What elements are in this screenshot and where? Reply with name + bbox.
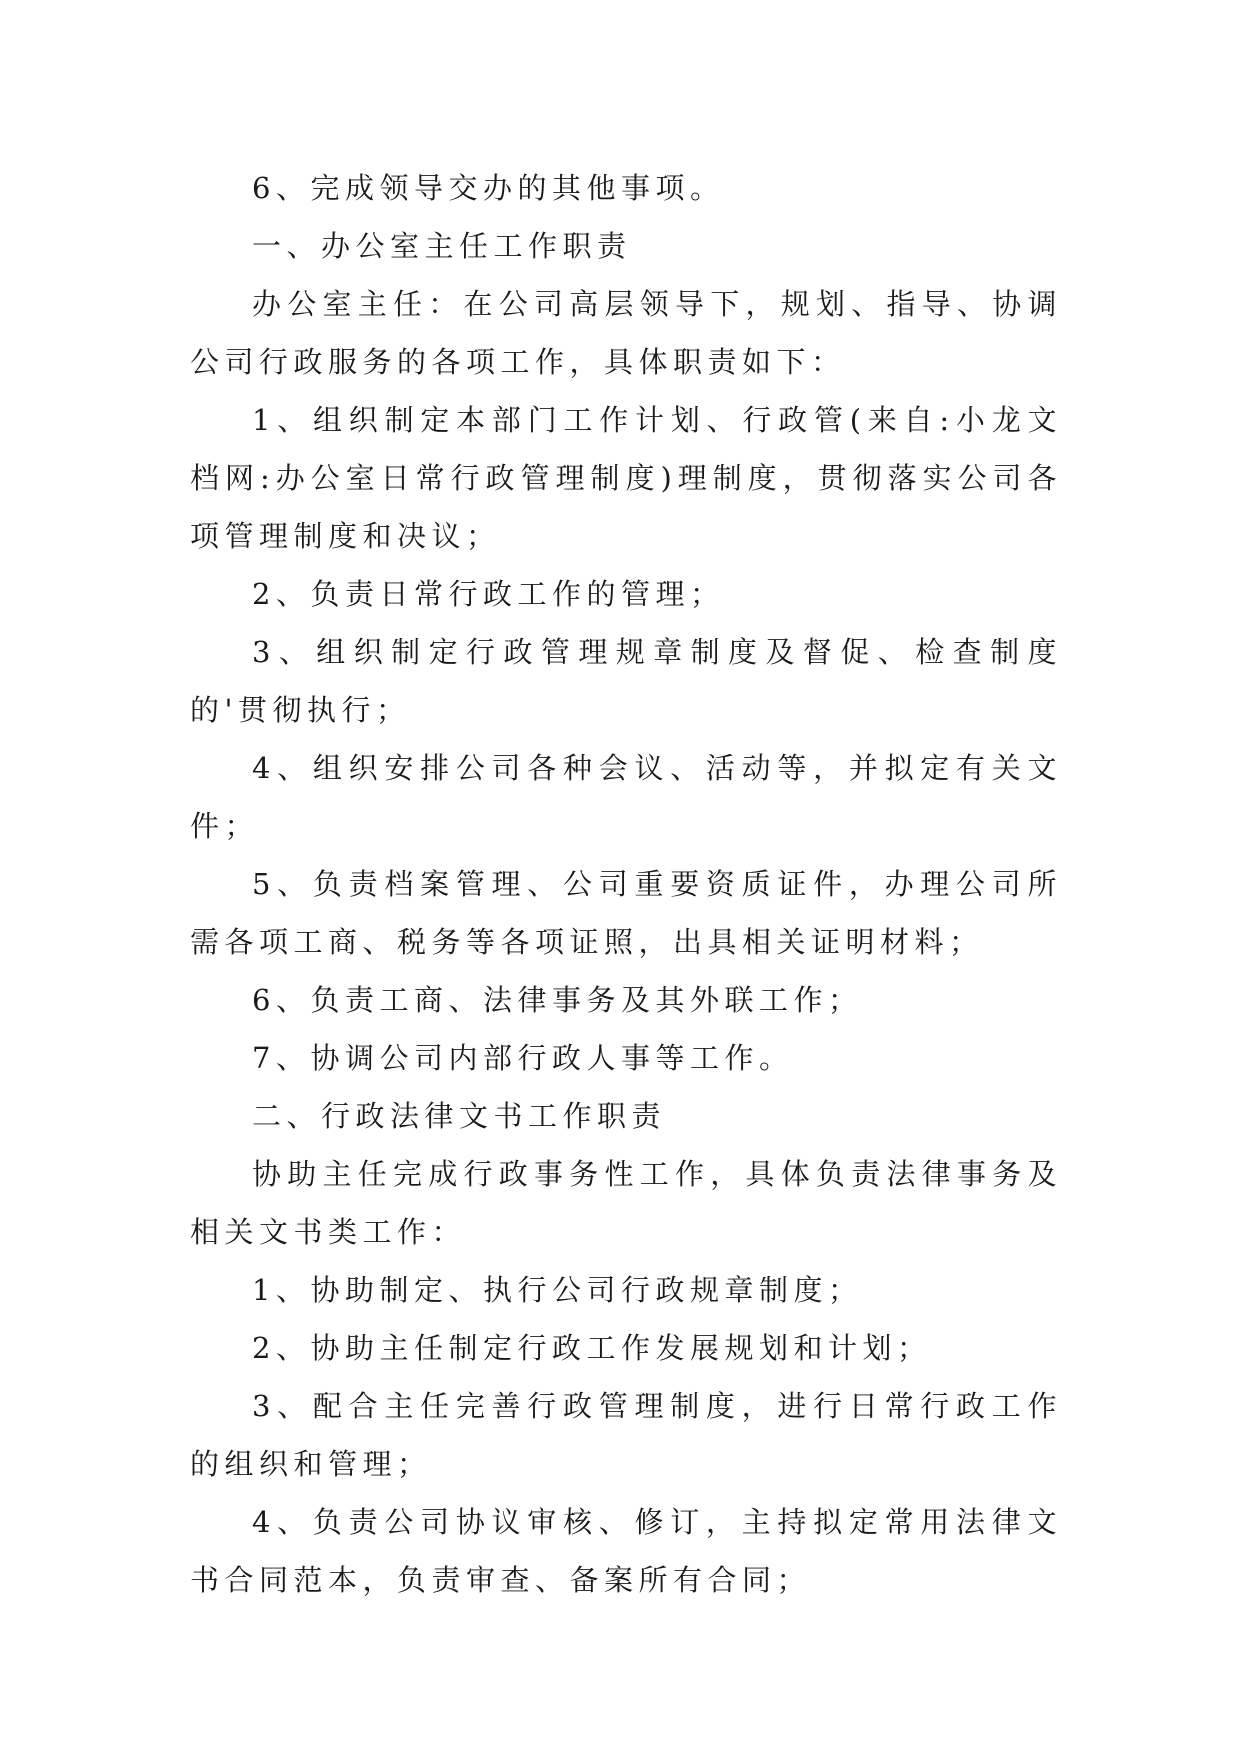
paragraph-director-duty-1: 1、组织制定本部门工作计划、行政管(来自:小龙文档网:办公室日常行政管理制度)理制度，贯彻落实公司各项管理制度和决议；	[190, 403, 1062, 553]
paragraph-director-duty-2: 2、负责日常行政工作的管理；	[252, 577, 725, 611]
paragraph-legal-clerk-duty-4: 4、负责公司协议审核、修订，主持拟定常用法律文书合同范本，负责审查、备案所有合同；	[190, 1505, 1062, 1597]
section-heading-legal-clerk: 二、行政法律文书工作职责	[252, 1099, 667, 1133]
paragraph-director-intro: 办公室主任：在公司高层领导下，规划、指导、协调公司行政服务的各项工作，具体职责如下：	[190, 287, 1062, 379]
document-body	[190, 159, 1062, 1609]
paragraph-director-duty-7: 7、协调公司内部行政人事等工作。	[252, 1041, 794, 1075]
paragraph-legal-clerk-duty-3: 3、配合主任完善行政管理制度，进行日常行政工作的组织和管理；	[190, 1389, 1062, 1481]
paragraph-director-duty-5: 5、负责档案管理、公司重要资质证件，办理公司所需各项工商、税务等各项证照，出具相关证明材料；	[190, 867, 1062, 959]
paragraph-director-duty-4: 4、组织安排公司各种会议、活动等，并拟定有关文件；	[190, 751, 1062, 843]
paragraph-legal-clerk-duty-2: 2、协助主任制定行政工作发展规划和计划；	[252, 1331, 932, 1365]
paragraph-director-duty-3: 3、组织制定行政管理规章制度及督促、检查制度的'贯彻执行；	[190, 635, 1062, 727]
section-heading-office-director: 一、办公室主任工作职责	[252, 229, 632, 263]
paragraph-legal-clerk-duty-1: 1、协助制定、执行公司行政规章制度；	[252, 1273, 863, 1307]
paragraph-legal-clerk-intro: 协助主任完成行政事务性工作，具体负责法律事务及相关文书类工作：	[190, 1157, 1062, 1249]
paragraph-director-duty-6: 6、负责工商、法律事务及其外联工作；	[252, 983, 863, 1017]
paragraph-completion-other-tasks: 6、完成领导交办的其他事项。	[252, 171, 725, 205]
